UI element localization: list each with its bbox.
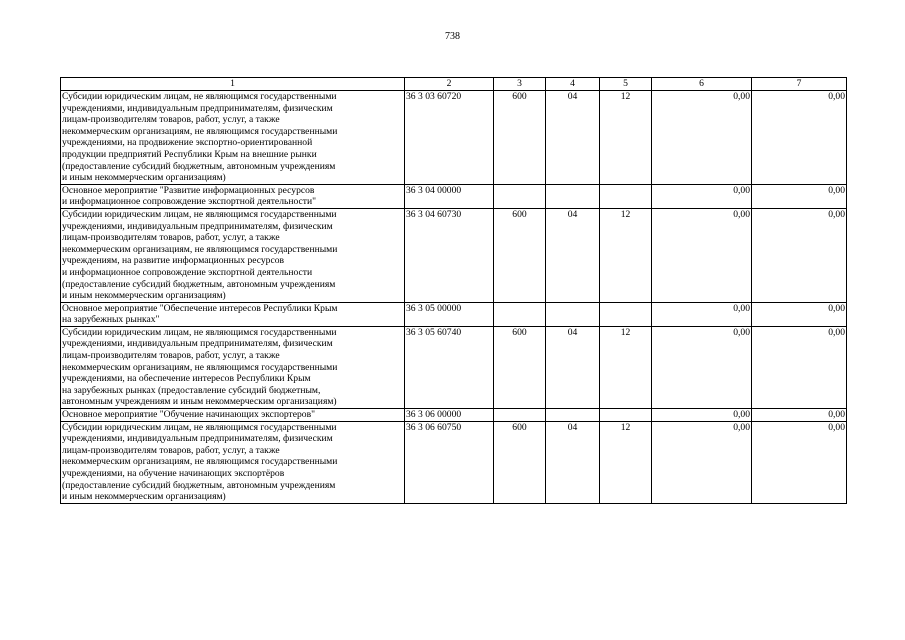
row-amount-7: 0,00 xyxy=(752,91,847,185)
row-description: Основное мероприятие "Обеспечение интересов Республики Крым на зарубежных рынках" xyxy=(61,302,405,326)
table-row xyxy=(61,409,847,422)
row-code: 36 3 05 60740 xyxy=(405,326,494,408)
row-column-4: 04 xyxy=(546,326,600,408)
page-number: 738 xyxy=(445,31,460,42)
row-amount-7: 0,00 xyxy=(752,409,847,422)
column-header-7: 7 xyxy=(752,78,847,91)
row-code: 36 3 05 00000 xyxy=(405,302,494,326)
row-amount-6: 0,00 xyxy=(652,302,752,326)
row-column-5 xyxy=(600,409,652,422)
row-column-3: 600 xyxy=(494,91,546,185)
row-column-5 xyxy=(600,302,652,326)
row-description: Основное мероприятие "Обучение начинающих экспортеров" xyxy=(61,409,405,422)
row-amount-7: 0,00 xyxy=(752,302,847,326)
table-row xyxy=(61,302,847,326)
column-header-6: 6 xyxy=(652,78,752,91)
row-column-3: 600 xyxy=(494,326,546,408)
column-header-5: 5 xyxy=(600,78,652,91)
row-column-3: 600 xyxy=(494,421,546,503)
row-code: 36 3 03 60720 xyxy=(405,91,494,185)
column-header-1: 1 xyxy=(61,78,405,91)
row-column-3 xyxy=(494,184,546,208)
column-header-2: 2 xyxy=(405,78,494,91)
column-header-3: 3 xyxy=(494,78,546,91)
row-column-4 xyxy=(546,302,600,326)
table-row xyxy=(61,184,847,208)
row-description: Основное мероприятие "Развитие информационных ресурсов и информационное сопровождение экспортной деятельности" xyxy=(61,184,405,208)
row-amount-6: 0,00 xyxy=(652,208,752,302)
row-amount-7: 0,00 xyxy=(752,208,847,302)
row-column-4 xyxy=(546,409,600,422)
row-column-5: 12 xyxy=(600,326,652,408)
row-amount-6: 0,00 xyxy=(652,184,752,208)
table-row xyxy=(61,326,847,408)
row-column-3 xyxy=(494,302,546,326)
row-amount-7: 0,00 xyxy=(752,184,847,208)
row-code: 36 3 06 00000 xyxy=(405,409,494,422)
row-amount-7: 0,00 xyxy=(752,421,847,503)
row-column-4 xyxy=(546,184,600,208)
row-column-4: 04 xyxy=(546,421,600,503)
row-amount-7: 0,00 xyxy=(752,326,847,408)
row-column-5: 12 xyxy=(600,208,652,302)
row-amount-6: 0,00 xyxy=(652,91,752,185)
row-column-3 xyxy=(494,409,546,422)
row-column-5: 12 xyxy=(600,421,652,503)
row-code: 36 3 04 60730 xyxy=(405,208,494,302)
row-code: 36 3 06 60750 xyxy=(405,421,494,503)
row-amount-6: 0,00 xyxy=(652,326,752,408)
row-column-4: 04 xyxy=(546,208,600,302)
table-header-row xyxy=(61,78,847,91)
table-row xyxy=(61,91,847,185)
row-column-5 xyxy=(600,184,652,208)
row-description: Субсидии юридическим лицам, не являющимся государственными учреждениями, индивидуальным предпринимателям, физическим лицам-производителям товаров, работ, услуг, а также некоммерческим организациям, не являющимся государственными учреждениям, на развитие информационных ресурсов и информационное сопровождение экспортной деятельности (предоставление субсидий бюджетным, автономным учреждениям и иным некоммерческим организациям) xyxy=(61,208,405,302)
column-header-4: 4 xyxy=(546,78,600,91)
row-description: Субсидии юридическим лицам, не являющимся государственными учреждениями, индивидуальным предпринимателям, физическим лицам-производителям товаров, работ, услуг, а также некоммерческим организациям, не являющимся государственными учреждениями, на обучение начинающих экспортёров (предоставление субсидий бюджетным, автономным учреждениям и иным некоммерческим организациям) xyxy=(61,421,405,503)
row-column-4: 04 xyxy=(546,91,600,185)
table-row xyxy=(61,208,847,302)
row-description: Субсидии юридическим лицам, не являющимся государственными учреждениями, индивидуальным предпринимателям, физическим лицам-производителям товаров, работ, услуг, а также некоммерческим организациям, не являющимся государственными учреждениями, на обеспечение интересов Республики Крым на зарубежных рынках (предоставление субсидий бюджетным, автономным учреждениям и иным некоммерческим организациям) xyxy=(61,326,405,408)
row-amount-6: 0,00 xyxy=(652,421,752,503)
row-column-5: 12 xyxy=(600,91,652,185)
row-column-3: 600 xyxy=(494,208,546,302)
budget-table xyxy=(60,77,847,504)
table-row xyxy=(61,421,847,503)
row-amount-6: 0,00 xyxy=(652,409,752,422)
row-code: 36 3 04 00000 xyxy=(405,184,494,208)
row-description: Субсидии юридическим лицам, не являющимся государственными учреждениями, индивидуальным предпринимателям, физическим лицам-производителям товаров, работ, услуг, а также некоммерческим организациям, не являющимся государственными учреждениями, на продвижение экспортно-ориентированной продукции предприятий Республики Крым на внешние рынки (предоставление субсидий бюджетным, автономным учреждениям и иным некоммерческим организациям) xyxy=(61,91,405,185)
